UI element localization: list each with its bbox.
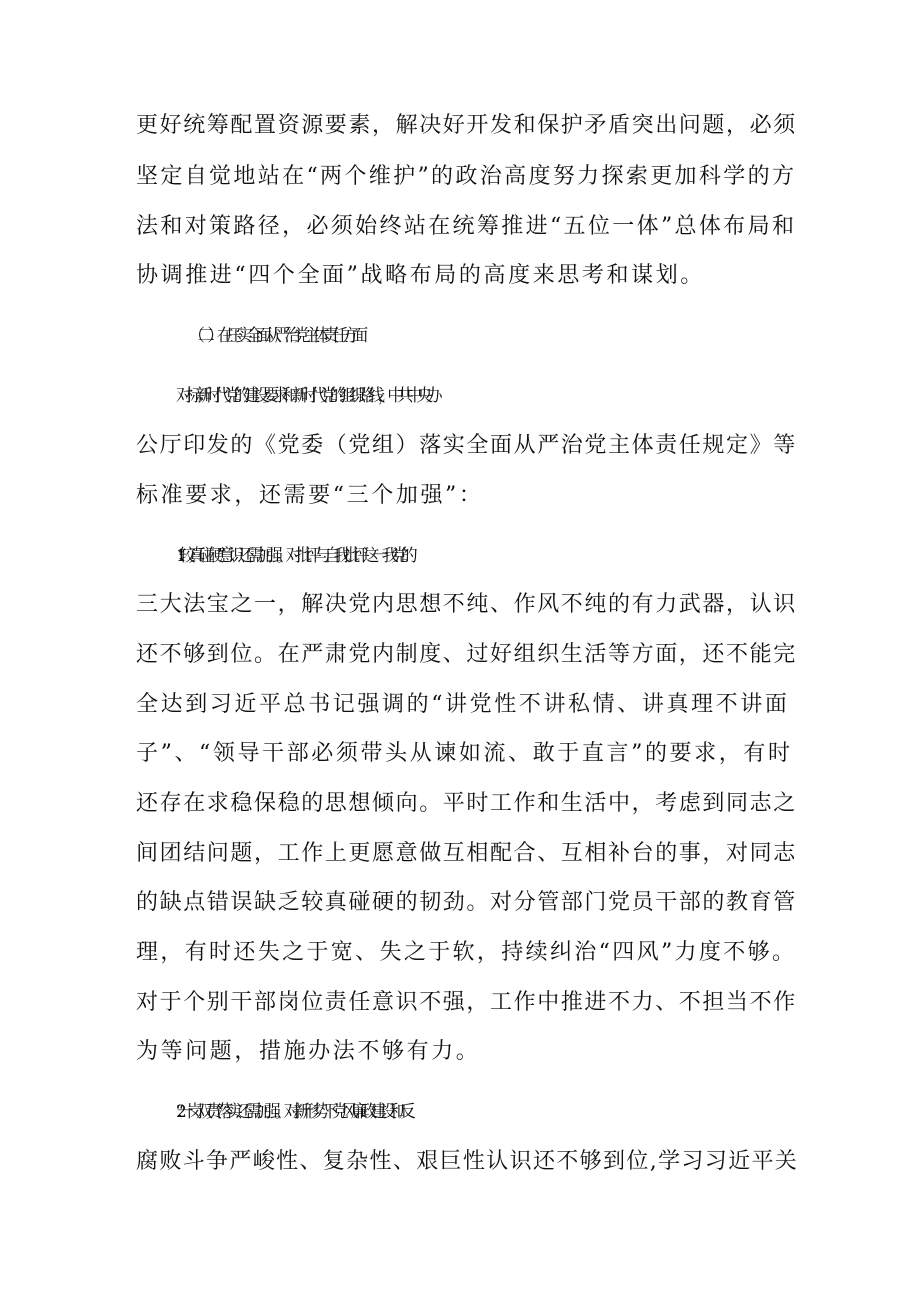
paragraph-line: 全达到习近平总书记强调的“讲党性不讲私情、讲真理不讲面 xyxy=(136,692,790,717)
paragraph-line: 更好统筹配置资源要素，解决好开发和保护矛盾突出问题，必须 xyxy=(136,113,797,138)
paragraph-line: 间团结问题，工作上更愿意做互相配合、互相补台的事，对同志 xyxy=(136,841,797,866)
paragraph-line: 为等问题，措施办法不够有力。 xyxy=(136,1039,481,1064)
paragraph-line: 对于个别干部岗位责任意识不强，工作中推进不力、不担当不作 xyxy=(136,990,797,1015)
paragraph-line: 还存在求稳保稳的思想倾向。平时工作和生活中，考虑到同志之 xyxy=(136,791,797,816)
paragraph-line: 法和对策路径，必须始终站在统筹推进“五位一体”总体布局和 xyxy=(136,214,797,239)
paragraph-line: 三大法宝之一，解决党内思想不纯、作风不纯的有力武器，认识 xyxy=(136,592,797,617)
paragraph-line: 还不够到位。在严肃党内制度、过好组织生活等方面，还不能完 xyxy=(136,642,797,667)
paragraph-line: 的缺点错误缺乏较真碰硬的韧劲。对分管部门党员干部的教育管 xyxy=(136,890,797,915)
paragraph-line: 坚定自觉地站在“两个维护”的政治高度努力探索更加科学的方 xyxy=(136,164,797,189)
paragraph-line: 理，有时还失之于宽、失之于软，持续纠治“四风”力度不够。 xyxy=(136,940,797,965)
paragraph-line: 2 .“一岗双责”落实还需加强。对新形势下党风廉政建设和反 xyxy=(176,1102,409,1122)
paragraph-line: 标准要求，还需要“三个加强”： xyxy=(136,483,484,508)
paragraph-line: 子”、“领导干部必须带头从谏如流、敢于直言”的要求，有时 xyxy=(136,741,793,766)
paragraph-line: 协调推进“四个全面”战略布局的高度来思考和谋划。 xyxy=(136,263,705,288)
paragraph-line: 1.“较真碰硬”意识还需加强。对批评与自我批评这一我党的 xyxy=(176,546,411,566)
section-heading: （二）在压实全面从严治党主体责任方面 xyxy=(188,326,361,346)
paragraph-line: 对标新时代党的建设要求和新时代党的组织路线，中共中央办 xyxy=(176,386,436,406)
paragraph-line: 公厅印发的《党委（党组）落实全面从严治党主体责任规定》等 xyxy=(136,433,797,458)
paragraph-line: 腐败斗争严峻性、复杂性、艰巨性认识还不够到位,学习习近平关 xyxy=(136,1149,799,1174)
